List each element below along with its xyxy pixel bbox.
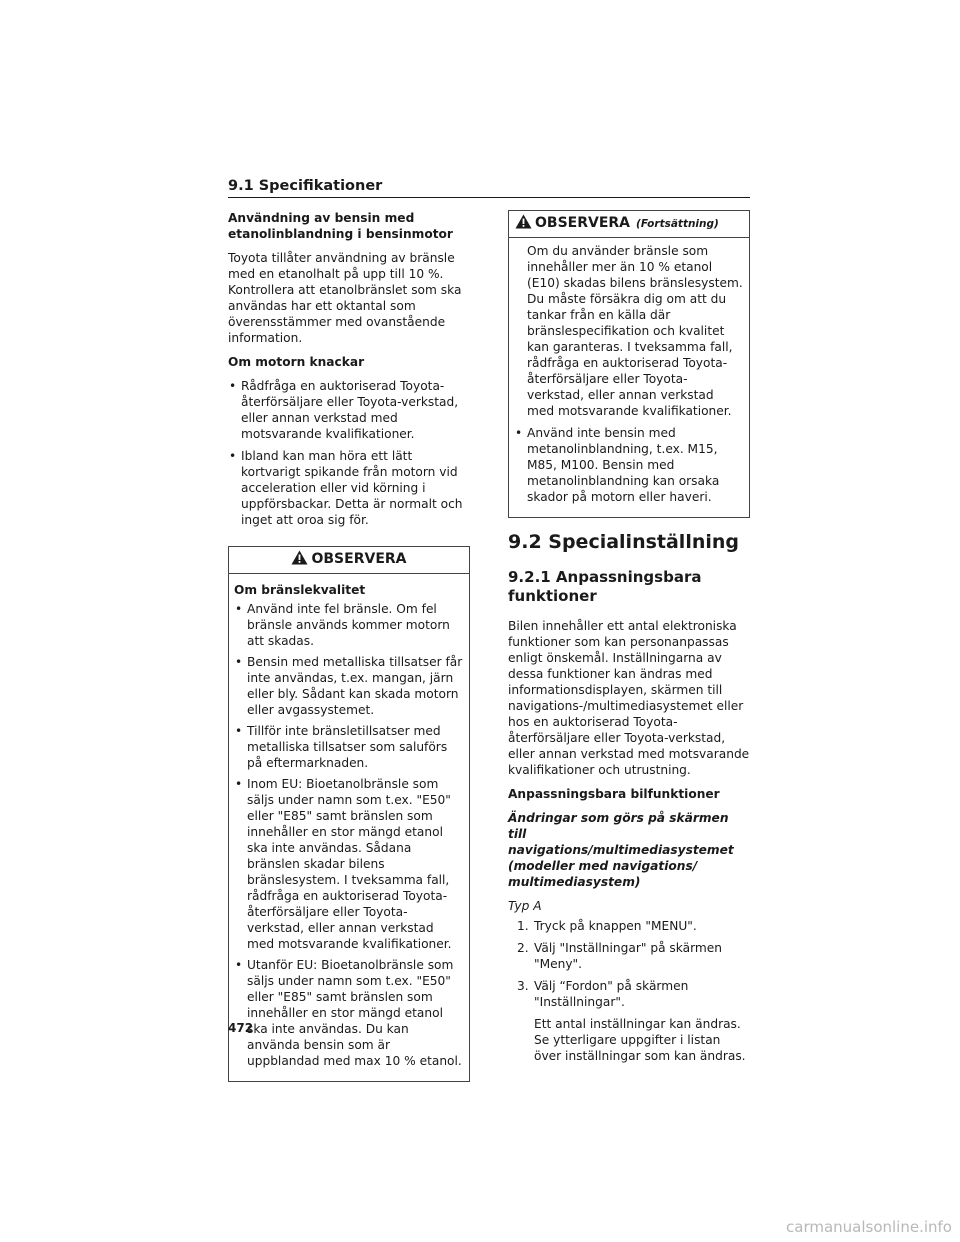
knock-item: • Ibland kan man höra ett lätt kortvarigt spikande från motorn vid acceleration eller vid körning i uppförsbackar. Detta är normalt och inget att oroa sig för. [228,448,470,528]
section-title: 9.2 Specialinställning [508,531,739,553]
notice-list [234,601,464,1069]
warning-icon [515,214,532,234]
step-text: Välj “Fordon" på skärmen "Inställningar". [534,979,689,1009]
continued-label: (Fortsättning) [636,218,719,230]
knock-item: • Rådfråga en auktoriserad Toyota-återförsäljare eller Toyota-verkstad, eller annan verkstad med motsvarande kvalifikationer. [228,378,470,442]
type-label: Typ A [508,899,542,913]
step-number: 2. [517,941,529,955]
left-column [228,210,470,1094]
notice-continued-box [508,210,750,518]
ethanol-heading: Användning av bensin med etanolinblandning i bensinmotor [228,211,453,241]
knock-list [228,378,470,528]
notice-item: • Tillför inte bränsletillsatser med metalliska tillsatser som saluförs på eftermarknaden. [234,723,464,771]
notice-subheading: Om bränslekvalitet [234,583,366,597]
notice-item: • Inom EU: Bioetanolbränsle som säljs under namn som t.ex. "E50" eller "E85" samt bränslen som innehåller en stor mängd etanol ska inte användas. Sådana bränslen skadar bilens bränslesystem. I tveksamma fall, rådfråga en auktoriserad Toyota-återförsäljare eller Toyota-verkstad, eller annan verkstad med motsvarande kvalifikationer. [234,776,464,952]
step-number: 3. [517,979,529,993]
ethanol-text: Toyota tillåter användning av bränsle med en etanolhalt på upp till 10 %. Kontrollera att etanolbränslet som ska användas har ett oktantal som överensstämmer med ovanstående information. [228,251,462,345]
steps-list [508,918,750,1010]
changes-heading: Ändringar som görs på skärmen till navigations/multimediasystemet (modeller med navigations/ multimediasystem) [508,811,734,889]
notice-item: • Använd inte fel bränsle. Om fel bränsle används kommer motorn att skadas. [234,601,464,649]
notice-title: OBSERVERA [311,551,407,567]
step-item [517,940,750,972]
notice-continued-item: • Använd inte bensin med metanolinblandning, t.ex. M15, M85, M100. Bensin med metanolinblandning kan orsaka skador på motorn eller haveri. [514,425,744,505]
page-title: 9.1 Specifikationer [228,178,383,194]
step-item [517,918,750,934]
notice-continued-title: OBSERVERA [535,215,631,231]
page-header [228,178,750,198]
page-number: 472 [228,1021,254,1035]
step-text: Tryck på knappen "MENU". [534,919,697,933]
watermark: carmanualsonline.info [786,1218,952,1236]
step-text: Välj "Inställningar" på skärmen "Meny". [534,941,722,971]
notice-header [229,547,469,574]
step-note: Ett antal inställningar kan ändras. Se ytterligare uppgifter i listan över inställningar som kan ändras. [534,1017,746,1063]
features-heading: Anpassningsbara bilfunktioner [508,787,720,801]
intro-text: Bilen innehåller ett antal elektroniska funktioner som kan personanpassas enligt önskemål. Inställningarna av dessa funktioner kan ändras med informationsdisplayen, skärmen till navigations-/multimediasystemet eller hos en auktoriserad Toyota-återförsäljare eller Toyota-verkstad, eller annan verkstad med motsvarande kvalifikationer och utrustning. [508,619,750,777]
notice-continued-body [509,238,749,517]
step-item [517,978,750,1010]
notice-item: • Utanför EU: Bioetanolbränsle som säljs under namn som t.ex. "E50" eller "E85" samt bränslen som innehåller en stor mängd etanol ska inte användas. Du kan använda bensin som är uppblandad med max 10 % etanol. [234,957,464,1069]
notice-continued-text: Om du använder bränsle som innehåller mer än 10 % etanol (E10) skadas bilens bränslesystem. Du måste försäkra dig om att du tankar från en källa där bränslespecifikation och kvalitet kan garanteras. I tveksamma fall, rådfråga en auktoriserad Toyota-återförsäljare eller Toyota-verkstad, eller annan verkstad med motsvarande kvalifikationer. [527,244,743,418]
right-column [508,210,750,1064]
notice-box [228,546,470,1082]
notice-continued-list [514,425,744,505]
subsection-title: 9.2.1 Anpassningsbara funktioner [508,568,702,605]
notice-item: • Bensin med metalliska tillsatser får inte användas, t.ex. mangan, järn eller bly. Sådant kan skada motorn eller avgassystemet. [234,654,464,718]
notice-continued-header [509,211,749,238]
notice-body [229,574,469,1081]
step-number: 1. [517,919,529,933]
warning-icon [291,550,308,570]
knock-heading: Om motorn knackar [228,355,365,369]
